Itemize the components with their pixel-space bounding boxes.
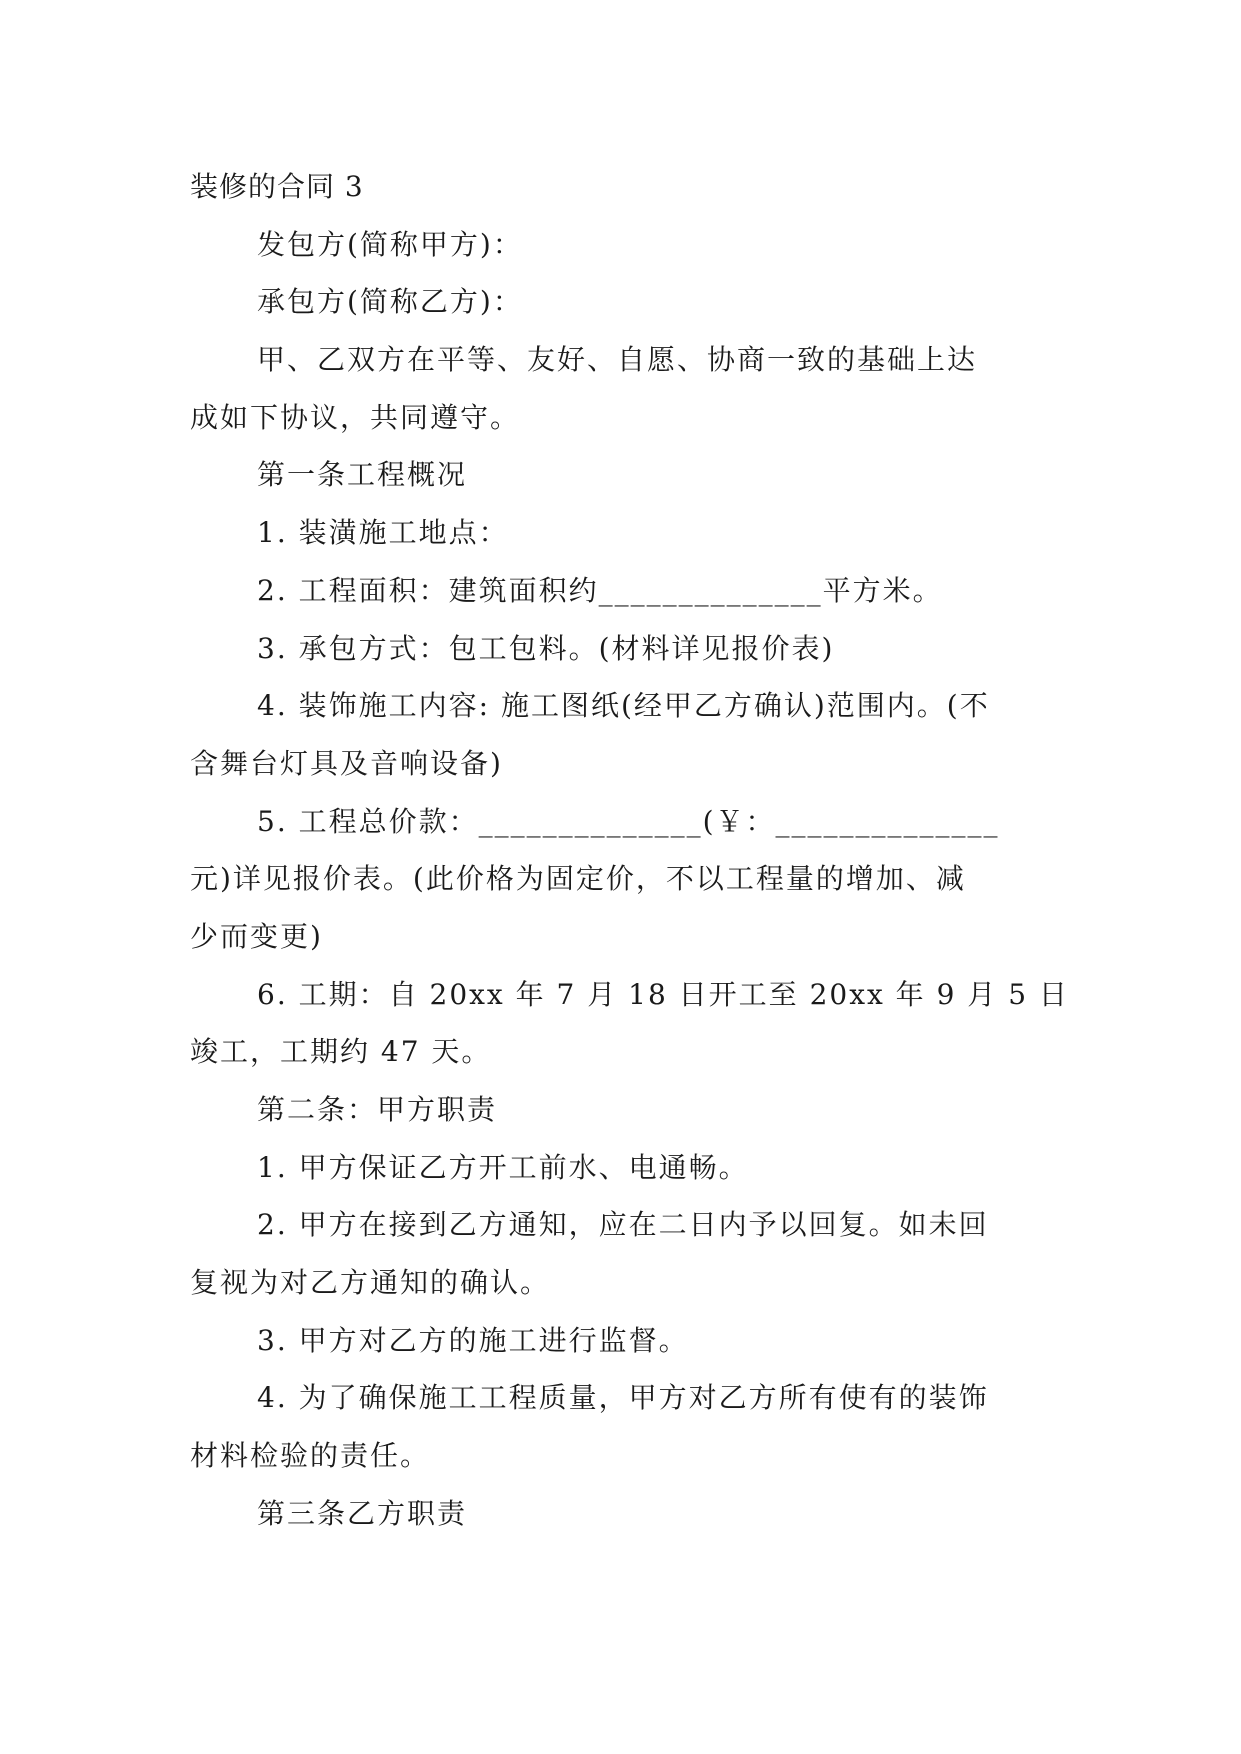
article-1-item-3: 3. 承包方式：包工包料。(材料详见报价表) — [257, 631, 835, 665]
article-1-item-2: 2. 工程面积：建筑面积约______________平方米。 — [257, 573, 943, 607]
article-1-item-6-line-2: 竣工，工期约 47 天。 — [190, 1035, 492, 1069]
article-2-item-4-line-1: 4. 为了确保施工工程质量，甲方对乙方所有使有的装饰 — [257, 1381, 989, 1415]
article-1-item-4-line-1: 4. 装饰施工内容: 施工图纸(经甲乙方确认)范围内。(不 — [257, 689, 990, 723]
article-2-item-3: 3. 甲方对乙方的施工进行监督。 — [257, 1323, 689, 1357]
article-1-item-5-line-3: 少而变更) — [190, 919, 323, 953]
article-1-item-1: 1. 装潢施工地点： — [257, 516, 509, 550]
article-3-heading: 第三条乙方职责 — [257, 1496, 468, 1530]
article-1-item-5-line-1: 5. 工程总价款：______________(￥：______________ — [257, 804, 1000, 838]
article-2-item-1: 1. 甲方保证乙方开工前水、电通畅。 — [257, 1150, 749, 1184]
party-b-line: 承包方(简称乙方)： — [257, 285, 523, 319]
article-2-item-2-line-2: 复视为对乙方通知的确认。 — [190, 1266, 551, 1300]
article-2-heading: 第二条：甲方职责 — [257, 1093, 498, 1126]
party-a-line: 发包方(简称甲方)： — [257, 227, 523, 261]
article-2-item-4-line-2: 材料检验的责任。 — [190, 1439, 431, 1473]
document-title: 装修的合同 3 — [190, 170, 364, 203]
article-2-item-2-line-1: 2. 甲方在接到乙方通知，应在二日内予以回复。如未回 — [257, 1208, 989, 1242]
article-1-heading: 第一条工程概况 — [257, 458, 468, 492]
agreement-intro-line-2: 成如下协议，共同遵守。 — [190, 400, 521, 434]
document-body — [190, 158, 1069, 1543]
article-1-item-4-line-2: 含舞台灯具及音响设备) — [190, 746, 503, 780]
article-1-item-5-line-2: 元)详见报价表。(此价格为固定价，不以工程量的增加、减 — [190, 862, 966, 896]
article-1-item-6-line-1: 6. 工期：自 20xx 年 7 月 18 日开工至 20xx 年 9 月 5 日 — [257, 977, 1069, 1011]
agreement-intro-line-1: 甲、乙双方在平等、友好、自愿、协商一致的基础上达 — [257, 343, 978, 377]
